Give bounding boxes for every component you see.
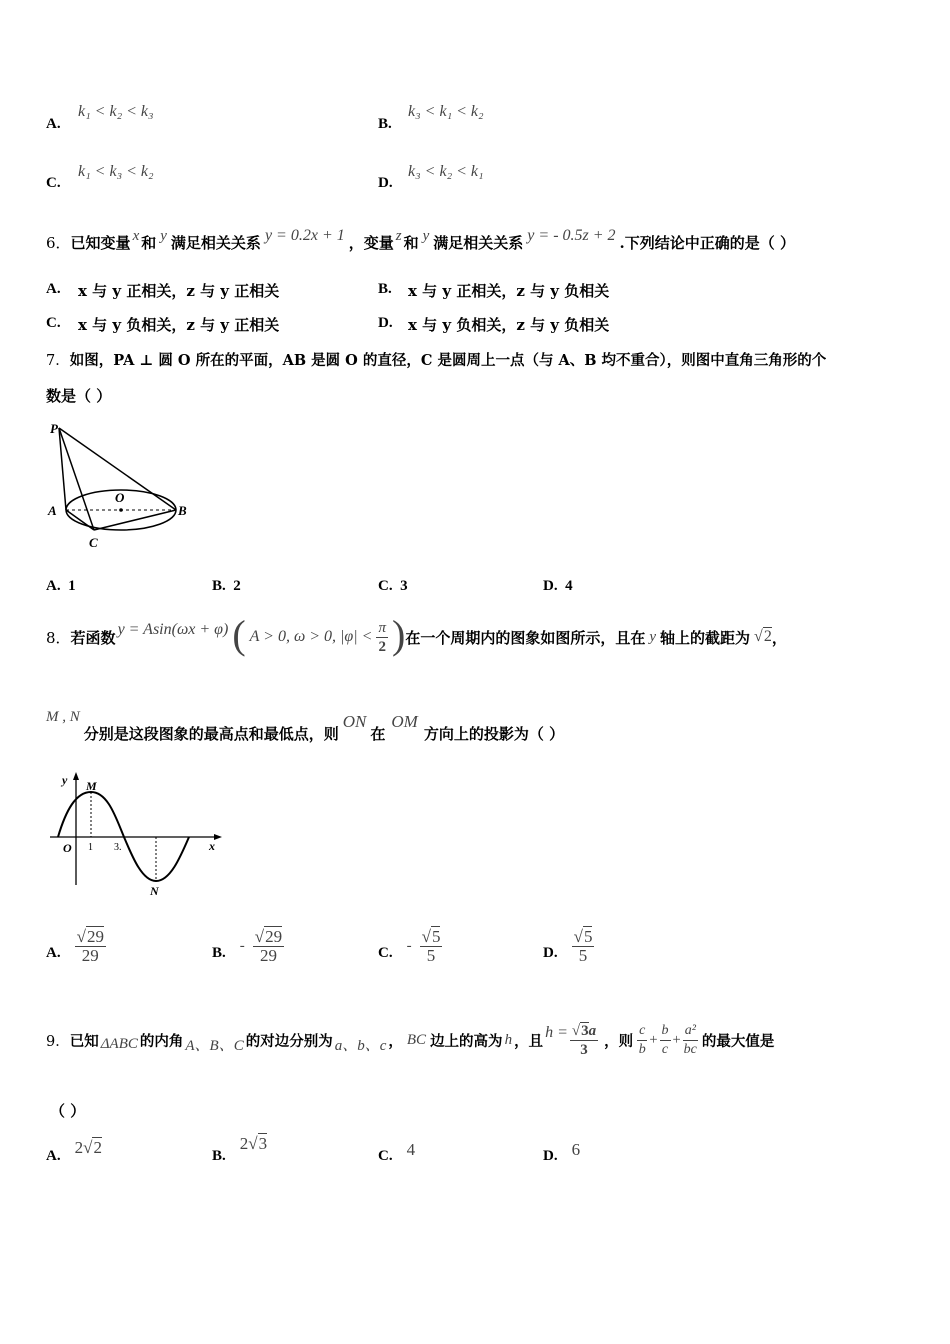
q8-intercept: 2	[763, 628, 772, 645]
q9-number: 9．	[46, 1033, 70, 1050]
q6-option-c-text: x 与 y 负相关，z 与 y 正相关	[78, 316, 280, 334]
q8-text: 若函数	[70, 628, 116, 647]
q9-stem-line1: 9． 已知 ΔABC 的内角 A、B、C 的对边分别为 a、b、c ， BC 边上的高为 h ，且 h = $\frac{√3a}{3}$ ，则 $\frac{c}{b}$ + $\frac{b}{c}$ + $\frac{\text{a²}}{bc}$ 的最大值是	[46, 1022, 775, 1058]
q7-option-d: D. 4	[543, 578, 573, 594]
q7-label-c: C	[89, 535, 98, 550]
q8-figure-graph	[46, 770, 226, 900]
q9-text: 的内角	[139, 1032, 184, 1050]
q8-points-mn: M , N	[46, 709, 80, 725]
q8-stem-line2	[46, 709, 565, 744]
q5-option-c-label: C.	[46, 175, 61, 191]
q7-edge-pc	[59, 428, 94, 530]
q6-option-d-label: D.	[378, 315, 393, 331]
q6-var-y: y	[160, 228, 167, 244]
q7-label-p: P	[50, 421, 58, 436]
q7-label-a: A	[48, 503, 57, 518]
q7-label-b: B	[178, 503, 187, 518]
q8-text: 轴上的截距为	[660, 628, 751, 647]
q6-number: 6．	[46, 234, 71, 252]
q5-option-b-expr: k₃ < k₁ < k₂	[408, 103, 484, 120]
q8-vector-on: ON	[342, 712, 367, 731]
q9-triangle: ΔABC	[100, 1035, 138, 1052]
q6-stem	[46, 227, 795, 253]
q8-option-a: A. $\frac{√29}{29}$	[46, 927, 104, 965]
q7-label-o: O	[115, 490, 125, 505]
q7-option-a: A. 1	[46, 578, 76, 594]
q9-text: 边上的高为	[430, 1032, 503, 1050]
q8-label-y: y	[62, 773, 68, 787]
q9-text: ，	[388, 1032, 403, 1050]
q5-option-d-label: D.	[378, 175, 393, 191]
q7-stem-line2: 数是（ ）	[46, 387, 112, 405]
q9-angles: A、B、C	[185, 1037, 244, 1054]
q5-option-a-label: A.	[46, 116, 61, 132]
q8-text: 分别是这段图象的最高点和最低点，则	[83, 725, 339, 743]
q9-option-b: B. 2√3	[212, 1134, 268, 1164]
q8-text: 在一个周期内的图象如图所示，且在	[405, 628, 646, 647]
q8-label-n: N	[150, 884, 159, 898]
q7-number: 7．	[46, 353, 70, 369]
q9-text: 的对边分别为	[245, 1032, 333, 1050]
q8-stem-line1: 8． 若函数 y = Asin(ωx + φ) ( A > 0, ω > 0, |φ| < $\frac{\pi}{2}$ ) 在一个周期内的图象如图所示，且在 y 轴上的截距为 √2 ，	[46, 612, 787, 657]
q6-text: ，变量	[348, 234, 394, 252]
q8-option-d: D. $\frac{√5}{5}$	[543, 927, 593, 965]
q6-option-d-text: x 与 y 负相关，z 与 y 负相关	[408, 316, 610, 334]
q8-vector-om: OM	[391, 712, 418, 731]
q5-option-c-expr: k₁ < k₃ < k₂	[78, 163, 154, 180]
q7-option-b: B. 2	[212, 578, 241, 594]
q6-text: 满足相关关系	[170, 234, 261, 252]
q9-frac-a2-bc: $\frac{\text{a²}}{bc}$	[683, 1022, 697, 1057]
q9-text: 的最大值是	[701, 1032, 775, 1050]
q5-option-b-label: B.	[378, 116, 392, 132]
q6-text: 已知变量	[70, 234, 131, 252]
q8-text: 在	[370, 725, 386, 743]
q8-number: 8．	[46, 628, 71, 647]
q6-text: .下列结论中正确的是（ ）	[619, 234, 795, 252]
q9-text: ，且	[514, 1032, 544, 1050]
q6-var-x: x	[132, 228, 140, 244]
q7-option-c: C. 3	[378, 578, 408, 594]
q6-relation-1: y = 0.2x + 1	[264, 227, 345, 244]
q7-text: 如图，PA ⊥ 圆 O 所在的平面，AB 是圆 O 的直径，C 是圆周上一点（与 A、B 均不重合），则图中直角三角形的个	[69, 352, 827, 369]
q9-text: ，则	[604, 1032, 634, 1050]
q6-option-a-text: x 与 y 正相关，z 与 y 正相关	[78, 282, 280, 300]
q7-figure-cone	[44, 418, 194, 553]
q6-var-z: z	[395, 228, 402, 244]
q9-option-d: D. 6	[543, 1140, 581, 1164]
q8-option-c: C. - $\frac{√5}{5}$	[378, 927, 441, 965]
q7-edge-cb	[94, 510, 176, 530]
q9-stem-line2: （ ）	[50, 1102, 86, 1120]
q7-center-point	[119, 508, 123, 512]
q6-option-b-text: x 与 y 正相关，z 与 y 负相关	[408, 282, 610, 300]
q8-text: ，	[771, 628, 787, 647]
q6-option-a-label: A.	[46, 281, 61, 297]
q6-text: 和	[403, 234, 419, 252]
q8-label-o: O	[63, 841, 72, 855]
q9-text: 已知	[69, 1032, 99, 1050]
q5-option-a-expr: k₁ < k₂ < k₃	[78, 103, 154, 120]
q9-option-a: A. 2√2	[46, 1138, 102, 1164]
q8-text: 方向上的投影为（ ）	[423, 725, 565, 743]
q6-text: 和	[141, 234, 157, 252]
q8-option-b: B. - $\frac{√29}{29}$	[212, 927, 283, 965]
q6-option-b-label: B.	[378, 281, 392, 297]
q9-var-h: h	[504, 1031, 513, 1048]
q7-stem-line1	[46, 349, 826, 370]
q6-text: 满足相关关系	[433, 234, 524, 252]
q8-pi-over-2: $\frac{\pi}{2}$	[378, 619, 386, 655]
q6-var-y: y	[422, 228, 430, 244]
q9-sides: a、b、c	[334, 1037, 387, 1054]
q9-frac-c-b: $\frac{c}{b}$	[638, 1022, 646, 1057]
q8-y-arrow	[73, 772, 79, 780]
q8-tick-1: 1	[88, 842, 93, 853]
q8-label-x: x	[209, 839, 215, 853]
q6-relation-2: y = - 0.5z + 2	[527, 227, 616, 244]
q9-h-equals: h =	[545, 1024, 568, 1041]
q9-side-bc: BC	[406, 1031, 427, 1048]
q9-option-c: C. 4	[378, 1140, 416, 1164]
q8-tick-3: 3.	[114, 842, 122, 853]
q5-option-d-expr: k₃ < k₂ < k₁	[408, 163, 484, 180]
q8-var-y: y	[649, 628, 657, 645]
q8-condition: A > 0, ω > 0, |φ| <	[249, 628, 373, 645]
q8-label-m: M	[86, 779, 97, 793]
q8-x-arrow	[214, 834, 222, 840]
q9-frac-b-c: $\frac{b}{c}$	[661, 1022, 669, 1057]
q9-h-fraction: $\frac{√3a}{3}$	[571, 1022, 597, 1058]
q8-function: y = Asin(ωx + φ)	[117, 621, 229, 638]
q6-option-c-label: C.	[46, 315, 61, 331]
